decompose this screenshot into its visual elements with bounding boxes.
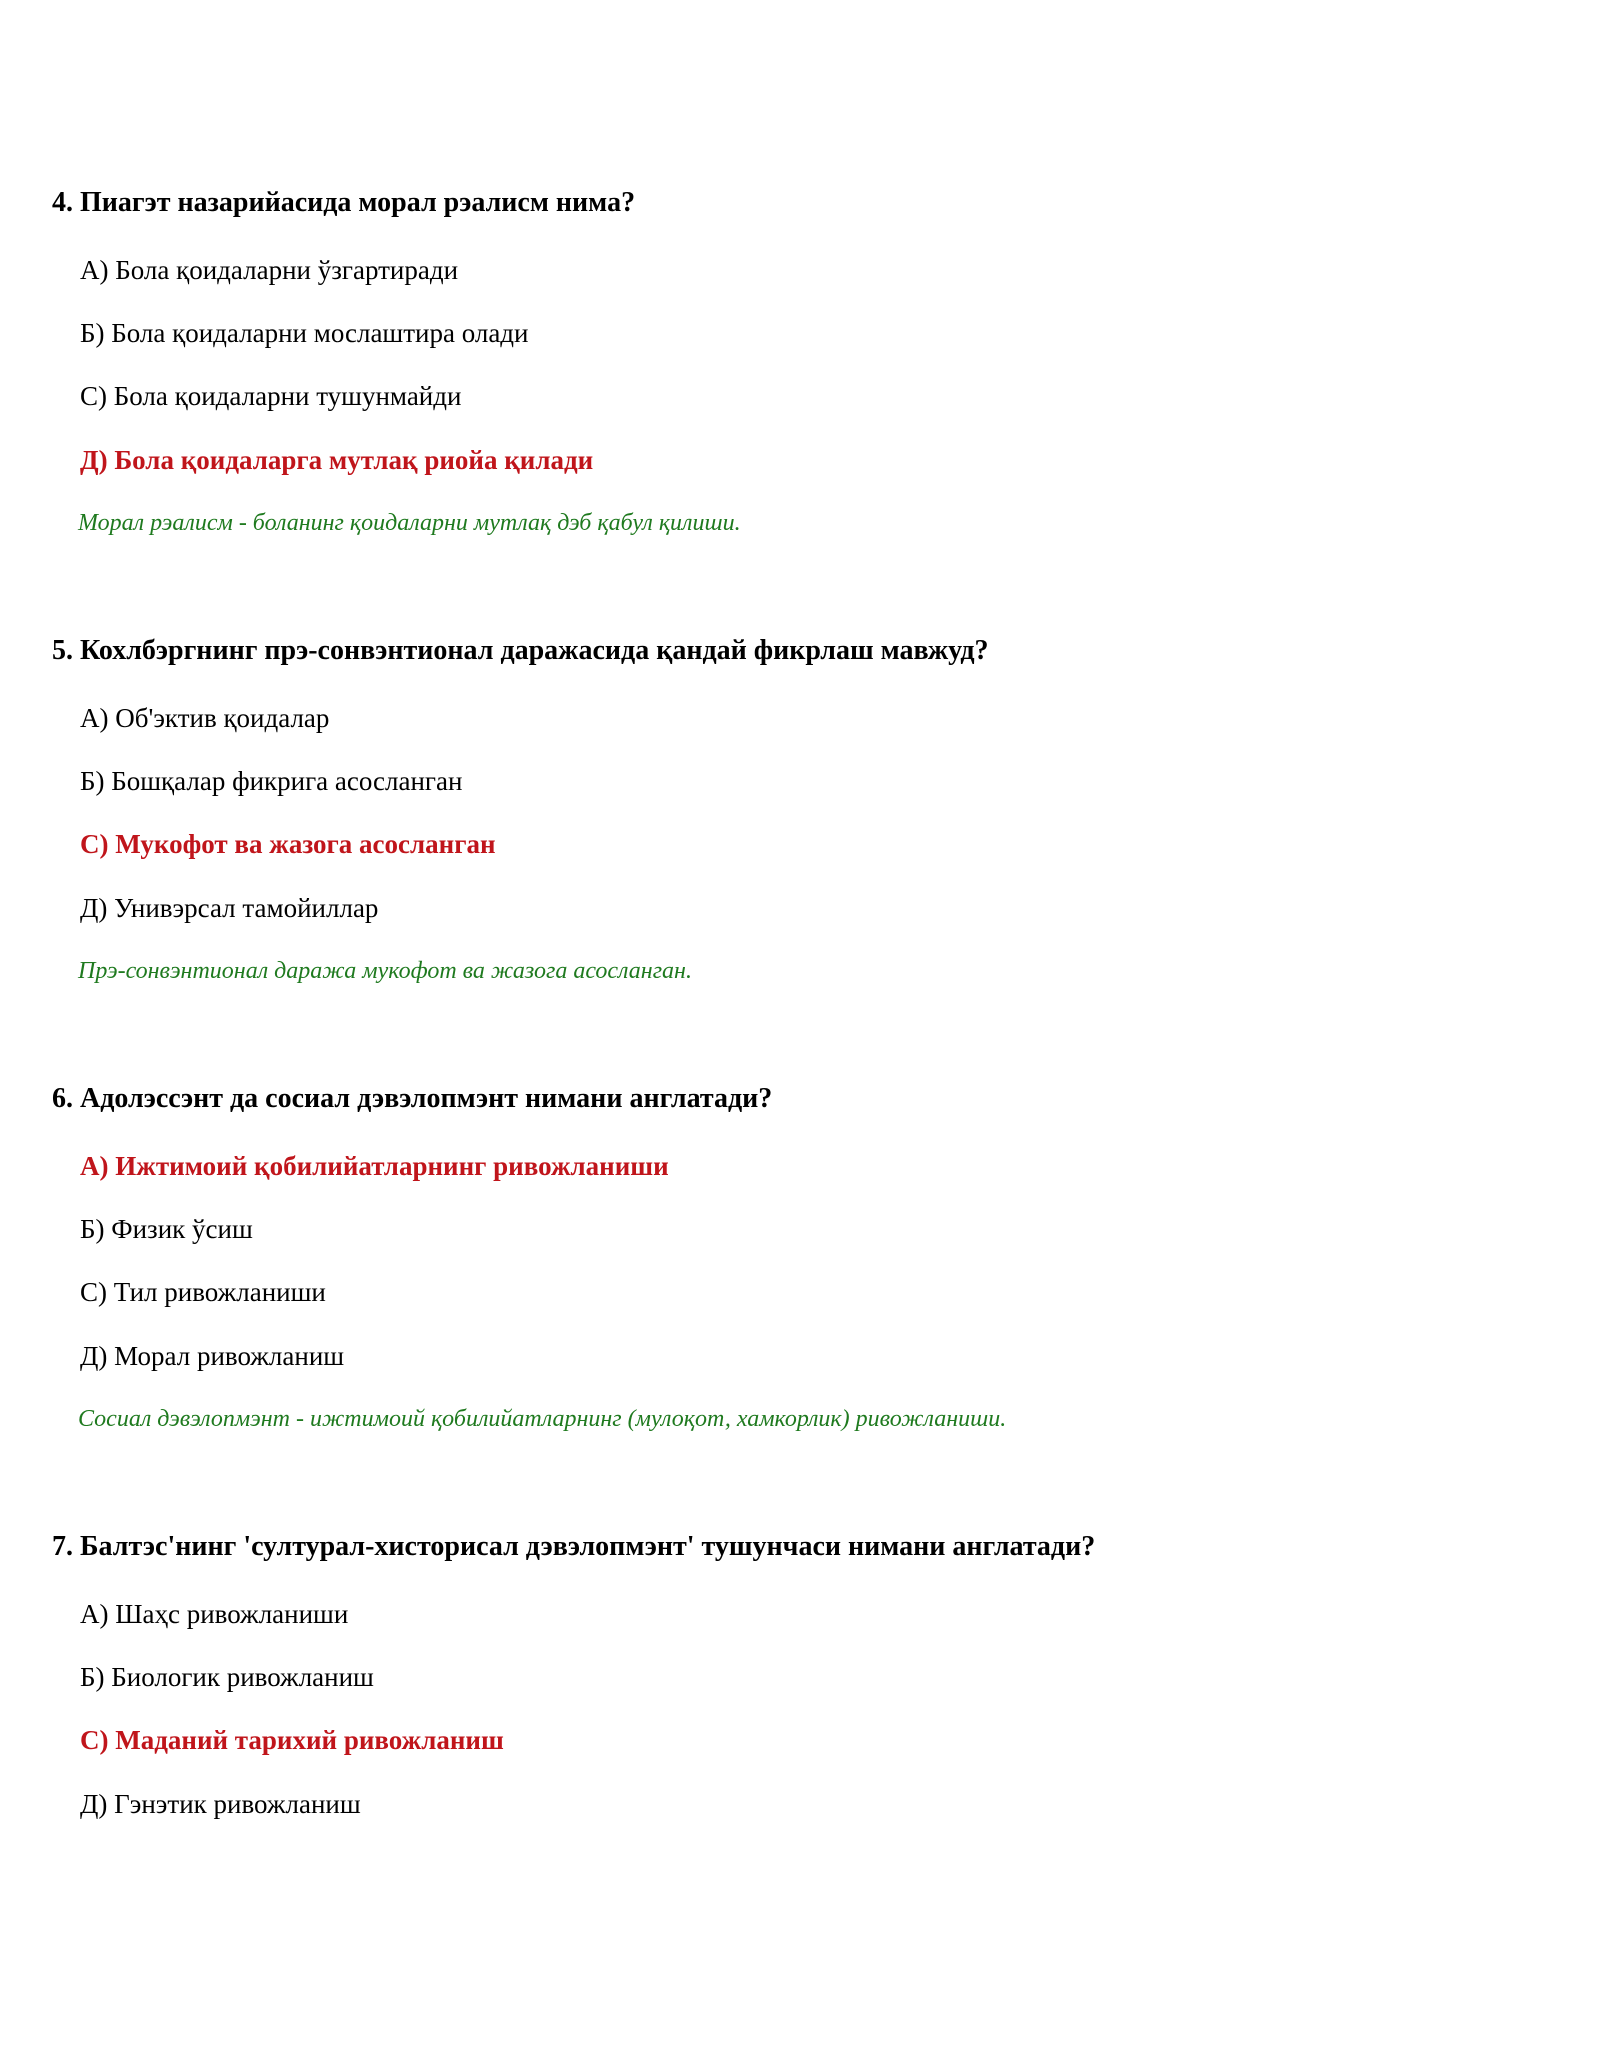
answer-option-d: Д) Гэнэтик ривожланиш: [80, 1789, 361, 1819]
answer-option-c: С) Бола қоидаларни тушунмайди: [80, 381, 462, 411]
answer-explanation: Морал рэалисм - боланинг қоидаларни мутлақ дэб қабул қилиши.: [78, 510, 741, 536]
answer-option-a: А) Об'эктив қоидалар: [80, 703, 330, 733]
answer-option-a: А) Бола қоидаларни ўзгартиради: [80, 255, 459, 285]
answer-option-b: Б) Бола қоидаларни мослаштира олади: [80, 318, 529, 348]
answer-option-b: Б) Биологик ривожланиш: [80, 1662, 374, 1692]
correct-answer-option-c: С) Маданий тарихий ривожланиш: [80, 1725, 504, 1755]
answer-option-b: Б) Физик ўсиш: [80, 1214, 253, 1244]
correct-answer-option-a: А) Ижтимоий қобилийатларнинг ривожланиши: [80, 1151, 669, 1181]
answer-explanation: Прэ-сонвэнтионал даража мукофот ва жазога асосланган.: [78, 958, 692, 984]
correct-answer-option-c: С) Мукофот ва жазога асосланган: [80, 829, 496, 859]
answer-option-c: С) Тил ривожланиши: [80, 1277, 326, 1307]
answer-option-a: А) Шаҳс ривожланиши: [80, 1599, 349, 1629]
answer-option-d: Д) Морал ривожланиш: [80, 1341, 345, 1371]
question-title: 5. Кохлбэргнинг прэ-сонвэнтионал даражасида қандай фикрлаш мавжуд?: [52, 635, 989, 666]
question-title: 6. Адолэссэнт да сосиал дэвэлопмэнт нимани англатади?: [52, 1083, 773, 1114]
question-title: 7. Балтэс'нинг 'султурал-хисторисал дэвэлопмэнт' тушунчаси нимани англатади?: [52, 1531, 1096, 1562]
correct-answer-option-d: Д) Бола қоидаларга мутлақ риойа қилади: [80, 445, 594, 475]
answer-option-b: Б) Бошқалар фикрига асосланган: [80, 766, 463, 796]
question-title: 4. Пиагэт назарийасида морал рэалисм нима?: [52, 187, 636, 218]
answer-option-d: Д) Унивэрсал тамойиллар: [80, 893, 379, 923]
answer-explanation: Сосиал дэвэлопмэнт - ижтимоий қобилийатларнинг (мулоқот, хамкорлик) ривожланиши.: [78, 1406, 1007, 1432]
